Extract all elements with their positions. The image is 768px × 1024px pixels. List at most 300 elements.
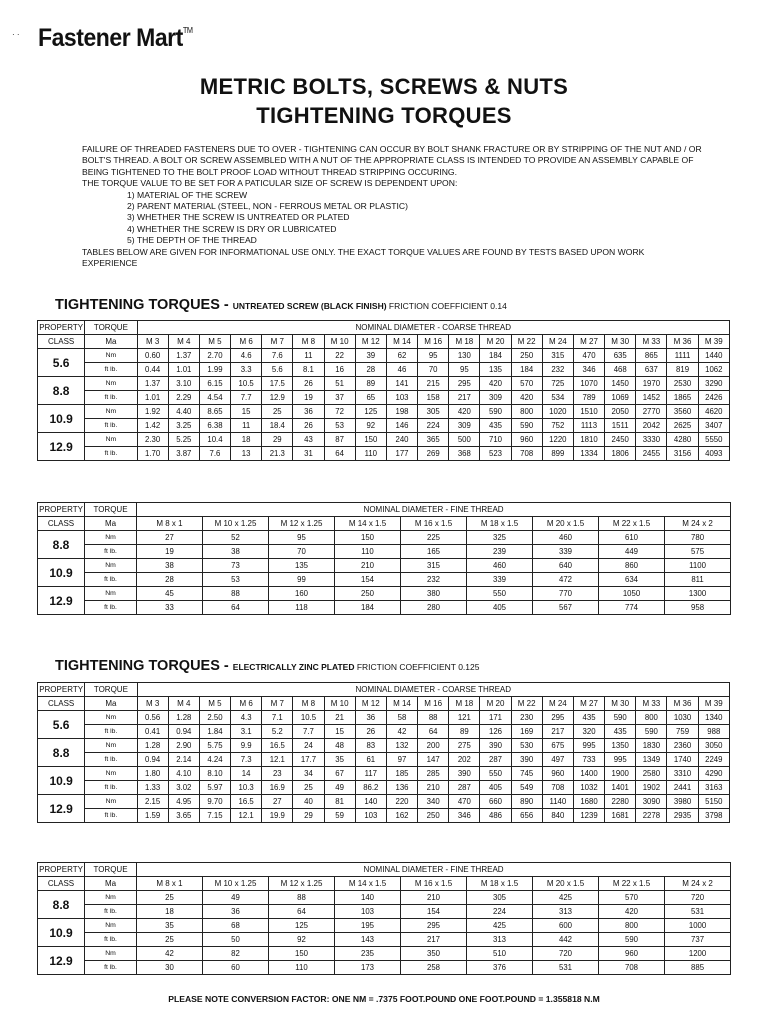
property-class-cell: 10.9: [38, 405, 85, 433]
value-cell: 468: [605, 363, 636, 377]
table-header-row: [38, 697, 730, 711]
value-cell: 531: [533, 961, 599, 975]
value-cell: 325: [467, 531, 533, 545]
value-cell: 3156: [667, 447, 698, 461]
value-cell: 140: [335, 891, 401, 905]
value-cell: 5150: [698, 795, 729, 809]
size-header: M 22: [511, 697, 542, 711]
value-cell: 2.30: [137, 433, 168, 447]
value-cell: 110: [355, 447, 386, 461]
page-title-line2: TIGHTENING TORQUES: [256, 103, 512, 128]
value-cell: 1.28: [137, 739, 168, 753]
value-cell: 23: [262, 767, 293, 781]
value-cell: 7.1: [262, 711, 293, 725]
table-row: [38, 919, 731, 933]
value-cell: 230: [511, 711, 542, 725]
size-header: M 10 x 1.25: [203, 877, 269, 891]
value-cell: 217: [401, 933, 467, 947]
value-cell: 570: [511, 377, 542, 391]
value-cell: 95: [449, 363, 480, 377]
value-cell: 121: [449, 711, 480, 725]
value-cell: 110: [335, 545, 401, 559]
value-cell: 125: [355, 405, 386, 419]
value-cell: 275: [449, 739, 480, 753]
value-cell: 610: [599, 531, 665, 545]
value-cell: 12.1: [262, 753, 293, 767]
value-cell: 0.60: [137, 349, 168, 363]
value-cell: 86.2: [355, 781, 386, 795]
value-cell: 960: [599, 947, 665, 961]
size-header: M 6: [231, 335, 262, 349]
value-cell: 346: [573, 363, 604, 377]
value-cell: 320: [573, 725, 604, 739]
value-cell: 31: [293, 447, 324, 461]
value-cell: 59: [324, 809, 355, 823]
table-zinc-coarse: [37, 682, 730, 823]
value-cell: 6.38: [199, 419, 230, 433]
value-cell: 3.10: [168, 377, 199, 391]
property-class-cell: 8.8: [38, 377, 85, 405]
table-header-row: [38, 517, 731, 531]
unit-cell: ft lb.: [85, 573, 137, 587]
value-cell: 1806: [605, 447, 636, 461]
value-cell: 1440: [698, 349, 729, 363]
property-class-cell: 12.9: [38, 947, 85, 975]
value-cell: 725: [542, 377, 573, 391]
value-cell: 89: [355, 377, 386, 391]
value-cell: 225: [401, 531, 467, 545]
value-cell: 146: [386, 419, 417, 433]
value-cell: 46: [386, 363, 417, 377]
size-header: M 3: [137, 697, 168, 711]
value-cell: 8.65: [199, 405, 230, 419]
value-cell: 708: [542, 781, 573, 795]
size-header: M 22: [511, 335, 542, 349]
conversion-note: PLEASE NOTE CONVERSION FACTOR: ONE NM = .7375 FOOT.POUND ONE FOOT.POUND = 1.355818 N.M: [168, 994, 600, 1004]
value-cell: 28: [137, 573, 203, 587]
value-cell: 305: [467, 891, 533, 905]
intro-text: [82, 144, 702, 269]
value-cell: 634: [599, 573, 665, 587]
value-cell: 280: [401, 601, 467, 615]
table-row: [38, 433, 730, 447]
value-cell: 184: [511, 363, 542, 377]
value-cell: 18.4: [262, 419, 293, 433]
value-cell: 3407: [698, 419, 729, 433]
value-cell: 154: [401, 905, 467, 919]
value-cell: 11: [231, 419, 262, 433]
value-cell: 103: [355, 809, 386, 823]
value-cell: 549: [511, 781, 542, 795]
value-cell: 83: [355, 739, 386, 753]
value-cell: 350: [401, 947, 467, 961]
value-cell: 10.3: [231, 781, 262, 795]
value-cell: 42: [137, 947, 203, 961]
value-cell: 890: [511, 795, 542, 809]
size-header: M 24: [542, 335, 573, 349]
size-header: M 18 x 1.5: [467, 517, 533, 531]
size-header: M 8: [293, 335, 324, 349]
value-cell: 73: [203, 559, 269, 573]
unit-cell: Nm: [85, 349, 137, 363]
value-cell: 530: [511, 739, 542, 753]
value-cell: 10.5: [231, 377, 262, 391]
value-cell: 4.6: [231, 349, 262, 363]
size-header: M 8 x 1: [137, 877, 203, 891]
value-cell: 12.1: [231, 809, 262, 823]
value-cell: 435: [480, 419, 511, 433]
value-cell: 12.9: [262, 391, 293, 405]
torque-header: TORQUE: [85, 321, 137, 335]
value-cell: 45: [137, 587, 203, 601]
value-cell: 2360: [667, 739, 698, 753]
value-cell: 285: [418, 767, 449, 781]
intro-item: 5) THE DEPTH OF THE THREAD: [127, 235, 257, 246]
value-cell: 567: [533, 601, 599, 615]
value-cell: 380: [401, 587, 467, 601]
value-cell: 2050: [605, 405, 636, 419]
value-cell: 960: [542, 767, 573, 781]
value-cell: 21: [324, 711, 355, 725]
value-cell: 1.28: [168, 711, 199, 725]
value-cell: 15: [231, 405, 262, 419]
value-cell: 0.94: [137, 753, 168, 767]
value-cell: 200: [418, 739, 449, 753]
value-cell: 7.7: [293, 725, 324, 739]
value-cell: 7.7: [231, 391, 262, 405]
unit-cell: Nm: [85, 587, 137, 601]
value-cell: 16.5: [231, 795, 262, 809]
value-cell: 3290: [698, 377, 729, 391]
value-cell: 1680: [573, 795, 604, 809]
table-row: [38, 795, 730, 809]
value-cell: 21.3: [262, 447, 293, 461]
property-class-cell: 5.6: [38, 711, 85, 739]
value-cell: 460: [467, 559, 533, 573]
size-header: M 16 x 1.5: [401, 517, 467, 531]
value-cell: 195: [335, 919, 401, 933]
value-cell: 1.70: [137, 447, 168, 461]
value-cell: 590: [605, 711, 636, 725]
size-header: M 4: [168, 697, 199, 711]
value-cell: 2580: [636, 767, 667, 781]
size-header: M 30: [605, 335, 636, 349]
value-cell: 309: [449, 419, 480, 433]
value-cell: 2280: [605, 795, 636, 809]
value-cell: 185: [386, 767, 417, 781]
value-cell: 135: [269, 559, 335, 573]
value-cell: 287: [449, 781, 480, 795]
value-cell: 2441: [667, 781, 698, 795]
value-cell: 1.37: [168, 349, 199, 363]
table-row: [38, 809, 730, 823]
unit-cell: Nm: [85, 891, 137, 905]
value-cell: 3050: [698, 739, 729, 753]
value-cell: 147: [418, 753, 449, 767]
value-cell: 1069: [605, 391, 636, 405]
value-cell: 0.56: [137, 711, 168, 725]
value-cell: 1140: [542, 795, 573, 809]
value-cell: 1.84: [199, 725, 230, 739]
value-cell: 295: [542, 711, 573, 725]
size-header: M 24 x 2: [665, 517, 731, 531]
value-cell: 390: [480, 739, 511, 753]
size-header: M 27: [573, 697, 604, 711]
value-cell: 250: [511, 349, 542, 363]
value-cell: 3980: [667, 795, 698, 809]
value-cell: 92: [269, 933, 335, 947]
value-cell: 29: [293, 809, 324, 823]
value-cell: 95: [269, 531, 335, 545]
size-header: M 36: [667, 697, 698, 711]
value-cell: 118: [269, 601, 335, 615]
value-cell: 26: [293, 419, 324, 433]
value-cell: 958: [665, 601, 731, 615]
size-header: M 20 x 1.5: [533, 877, 599, 891]
value-cell: 995: [605, 753, 636, 767]
value-cell: 368: [449, 447, 480, 461]
size-header: M 10: [324, 697, 355, 711]
value-cell: 550: [480, 767, 511, 781]
value-cell: 19.9: [262, 809, 293, 823]
value-cell: 81: [324, 795, 355, 809]
value-cell: 340: [418, 795, 449, 809]
value-cell: 1100: [665, 559, 731, 573]
value-cell: 2249: [698, 753, 729, 767]
table-row: [38, 545, 731, 559]
value-cell: 1681: [605, 809, 636, 823]
unit-cell: ft lb.: [85, 601, 137, 615]
intro-paragraph: FAILURE OF THREADED FASTENERS DUE TO OVER - TIGHTENING CAN OCCUR BY BOLT SHANK FRACTURE OR BY STRIPPING OF THE NUT AND / OR BOLT'S THREAD. A BOLT OR SCREW ASSEMBLED WITH A NUT OF THE APPROPRIATE CLASS IS INTENDED TO PROVIDE AN ASSEMBLY CAPABLE OF BEING TIGHTENED TO THE BOLT PROOF LOAD WITHOUT THREAD STRIPPING OCCURING.: [82, 144, 702, 177]
value-cell: 17.5: [262, 377, 293, 391]
value-cell: 210: [401, 891, 467, 905]
value-cell: 4.54: [199, 391, 230, 405]
property-header: PROPERTY: [38, 321, 85, 335]
value-cell: 24: [293, 739, 324, 753]
value-cell: 49: [203, 891, 269, 905]
value-cell: 1.33: [137, 781, 168, 795]
value-cell: 2.29: [168, 391, 199, 405]
value-cell: 4.40: [168, 405, 199, 419]
unit-cell: Nm: [85, 767, 137, 781]
property-header: PROPERTY: [38, 503, 85, 517]
value-cell: 162: [386, 809, 417, 823]
size-header: M 12 x 1.25: [269, 877, 335, 891]
value-cell: 0.44: [137, 363, 168, 377]
value-cell: 70: [418, 363, 449, 377]
value-cell: 220: [386, 795, 417, 809]
value-cell: 5.6: [262, 363, 293, 377]
table-row: [38, 531, 731, 545]
value-cell: 1.42: [137, 419, 168, 433]
value-cell: 3.1: [231, 725, 262, 739]
value-cell: 1.59: [137, 809, 168, 823]
unit-cell: ft lb.: [85, 905, 137, 919]
table-row: [38, 447, 730, 461]
value-cell: 1.01: [168, 363, 199, 377]
value-cell: 3330: [636, 433, 667, 447]
size-header: M 16 x 1.5: [401, 877, 467, 891]
table-row: [38, 559, 731, 573]
value-cell: 136: [386, 781, 417, 795]
size-header: M 33: [636, 335, 667, 349]
nominal-diameter-header: NOMINAL DIAMETER - FINE THREAD: [137, 863, 731, 877]
value-cell: 720: [665, 891, 731, 905]
value-cell: 780: [665, 531, 731, 545]
table-row: [38, 905, 731, 919]
unit-cell: Nm: [85, 531, 137, 545]
value-cell: 173: [335, 961, 401, 975]
value-cell: 28: [355, 363, 386, 377]
size-header: M 16: [418, 335, 449, 349]
value-cell: 39: [355, 349, 386, 363]
table-untreated-fine: [37, 502, 731, 615]
value-cell: 240: [386, 433, 417, 447]
value-cell: 287: [480, 753, 511, 767]
value-cell: 5.75: [199, 739, 230, 753]
value-cell: 575: [665, 545, 731, 559]
table-row: [38, 891, 731, 905]
value-cell: 210: [418, 781, 449, 795]
value-cell: 1510: [573, 405, 604, 419]
value-cell: 117: [355, 767, 386, 781]
value-cell: 4290: [698, 767, 729, 781]
value-cell: 16: [324, 363, 355, 377]
value-cell: 3.3: [231, 363, 262, 377]
value-cell: 2.50: [199, 711, 230, 725]
value-cell: 1070: [573, 377, 604, 391]
value-cell: 150: [355, 433, 386, 447]
value-cell: 40: [293, 795, 324, 809]
value-cell: 1865: [667, 391, 698, 405]
value-cell: 70: [269, 545, 335, 559]
value-cell: 4.3: [231, 711, 262, 725]
value-cell: 64: [203, 601, 269, 615]
value-cell: 1350: [605, 739, 636, 753]
value-cell: 590: [511, 419, 542, 433]
value-cell: 995: [573, 739, 604, 753]
value-cell: 14: [231, 767, 262, 781]
value-cell: 250: [418, 809, 449, 823]
nominal-diameter-header: NOMINAL DIAMETER - COARSE THREAD: [137, 683, 729, 697]
unit-cell: ft lb.: [85, 545, 137, 559]
size-header: M 36: [667, 335, 698, 349]
size-header: M 20: [480, 697, 511, 711]
value-cell: 365: [418, 433, 449, 447]
value-cell: 217: [542, 725, 573, 739]
value-cell: 132: [386, 739, 417, 753]
value-cell: 48: [324, 739, 355, 753]
value-cell: 3.65: [168, 809, 199, 823]
value-cell: 5.97: [199, 781, 230, 795]
value-cell: 1.37: [137, 377, 168, 391]
value-cell: 250: [335, 587, 401, 601]
torque-header: TORQUE: [85, 503, 137, 517]
table-header-row: [38, 503, 731, 517]
value-cell: 1810: [573, 433, 604, 447]
size-header: M 30: [605, 697, 636, 711]
unit-cell: Nm: [85, 377, 137, 391]
value-cell: 38: [137, 559, 203, 573]
value-cell: 1401: [605, 781, 636, 795]
nominal-diameter-header: NOMINAL DIAMETER - FINE THREAD: [137, 503, 731, 517]
value-cell: 22: [324, 349, 355, 363]
value-cell: 497: [542, 753, 573, 767]
unit-cell: Nm: [85, 433, 137, 447]
value-cell: 1020: [542, 405, 573, 419]
value-cell: 2.90: [168, 739, 199, 753]
intro-closing: TABLES BELOW ARE GIVEN FOR INFORMATIONAL USE ONLY. THE EXACT TORQUE VALUES ARE FOUND BY TESTS BASED UPON WORK EXPERIENCE: [82, 246, 645, 269]
value-cell: 590: [599, 933, 665, 947]
size-header: M 14: [386, 697, 417, 711]
value-cell: 3.87: [168, 447, 199, 461]
size-header: M 7: [262, 697, 293, 711]
unit-cell: Nm: [85, 919, 137, 933]
size-header: M 20 x 1.5: [533, 517, 599, 531]
value-cell: 42: [386, 725, 417, 739]
unit-cell: ft lb.: [85, 447, 137, 461]
size-header: M 33: [636, 697, 667, 711]
value-cell: 305: [418, 405, 449, 419]
value-cell: 550: [467, 587, 533, 601]
value-cell: 3163: [698, 781, 729, 795]
value-cell: 53: [324, 419, 355, 433]
value-cell: 64: [269, 905, 335, 919]
value-cell: 15: [324, 725, 355, 739]
property-class-cell: 10.9: [38, 919, 85, 947]
value-cell: 3798: [698, 809, 729, 823]
value-cell: 8.1: [293, 363, 324, 377]
unit-cell: ft lb.: [85, 363, 137, 377]
value-cell: 4280: [667, 433, 698, 447]
value-cell: 425: [467, 919, 533, 933]
value-cell: 1030: [667, 711, 698, 725]
value-cell: 125: [269, 919, 335, 933]
value-cell: 405: [480, 781, 511, 795]
size-header: M 7: [262, 335, 293, 349]
value-cell: 295: [401, 919, 467, 933]
value-cell: 16.9: [262, 781, 293, 795]
value-cell: 150: [269, 947, 335, 961]
value-cell: 295: [449, 377, 480, 391]
value-cell: 92: [355, 419, 386, 433]
section-heading-untreated: TIGHTENING TORQUES - UNTREATED SCREW (BLACK FINISH) FRICTION COEFFICIENT 0.14: [55, 297, 507, 313]
scan-specks: · ·: [12, 30, 20, 39]
size-header: M 39: [698, 335, 729, 349]
value-cell: 811: [665, 573, 731, 587]
value-cell: 590: [480, 405, 511, 419]
value-cell: 435: [605, 725, 636, 739]
size-header: M 18 x 1.5: [467, 877, 533, 891]
size-header: M 8 x 1: [137, 517, 203, 531]
nominal-diameter-header: NOMINAL DIAMETER - COARSE THREAD: [137, 321, 729, 335]
value-cell: 390: [511, 753, 542, 767]
value-cell: 158: [418, 391, 449, 405]
value-cell: 1900: [605, 767, 636, 781]
value-cell: 470: [573, 349, 604, 363]
property-class-cell: 10.9: [38, 559, 85, 587]
value-cell: 3.02: [168, 781, 199, 795]
value-cell: 224: [467, 905, 533, 919]
value-cell: 2.15: [137, 795, 168, 809]
size-header: M 14 x 1.5: [335, 517, 401, 531]
value-cell: 442: [533, 933, 599, 947]
value-cell: 635: [605, 349, 636, 363]
value-cell: 210: [335, 559, 401, 573]
value-cell: 405: [467, 601, 533, 615]
value-cell: 1970: [636, 377, 667, 391]
unit-cell: ft lb.: [85, 725, 137, 739]
